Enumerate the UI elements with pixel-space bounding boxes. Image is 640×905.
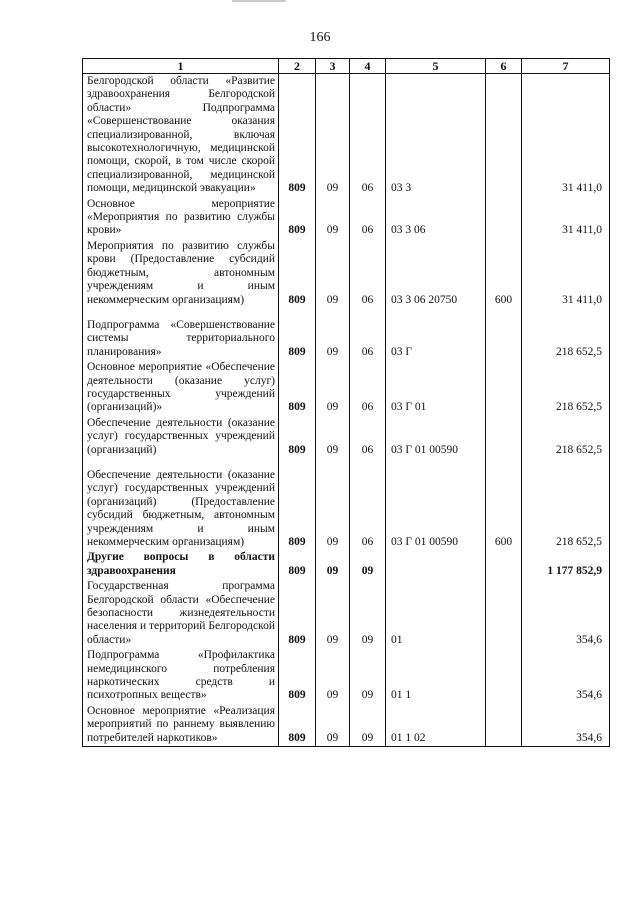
row-target-code: 03 3 [386,74,486,197]
page-number: 166 [309,30,331,45]
row-ministry-code: 809 [279,318,316,360]
row-subsection-code: 09 [350,648,386,704]
table-row [83,360,610,416]
row-target-code: 03 3 06 [386,197,486,239]
row-section-code: 09 [316,74,350,197]
row-section-code: 09 [316,197,350,239]
spacer-cell [279,308,316,318]
row-target-code [386,550,486,579]
scan-mark [258,0,286,2]
spacer-cell [486,308,522,318]
header-col-3: 3 [316,59,350,74]
row-name: Белгородской области «Развитие здравоохранения Белгородской области» Подпрограмма «Совершенствование оказания специализированной, включая высокотехнологичную, медицинской помощи, скорой, в том числе скорой специализированной, медицинской помощи, медицинской эвакуации» [83,74,279,197]
row-name: Основное мероприятие «Реализация мероприятий по раннему выявлению потребителей наркотиков» [83,704,279,747]
table-header [83,59,610,74]
row-expense-type [486,648,522,704]
budget-table [82,58,610,747]
row-ministry-code: 809 [279,579,316,648]
row-amount: 31 411,0 [522,74,610,197]
row-ministry-code: 809 [279,74,316,197]
spacer-cell [350,458,386,468]
row-name: Другие вопросы в области здравоохранения [83,550,279,579]
row-amount: 218 652,5 [522,468,610,550]
row-expense-type: 600 [486,239,522,308]
row-section-code: 09 [316,416,350,458]
row-expense-type [486,416,522,458]
row-target-code: 01 1 [386,648,486,704]
row-subsection-code: 06 [350,197,386,239]
table-body [83,74,610,747]
row-expense-type [486,318,522,360]
row-section-code: 09 [316,318,350,360]
table-row [83,579,610,648]
row-subsection-code: 06 [350,74,386,197]
spacer-cell [316,458,350,468]
row-amount: 218 652,5 [522,416,610,458]
row-expense-type [486,74,522,197]
row-amount: 31 411,0 [522,239,610,308]
row-section-code: 09 [316,704,350,747]
row-target-code: 03 Г 01 00590 [386,416,486,458]
spacer-cell [386,458,486,468]
header-col-6: 6 [486,59,522,74]
table-row [83,704,610,747]
row-expense-type [486,197,522,239]
row-target-code: 01 1 02 [386,704,486,747]
header-row [83,59,610,74]
row-ministry-code: 809 [279,416,316,458]
spacer-row [83,458,610,468]
spacer-cell [386,308,486,318]
row-name: Подпрограмма «Профилактика немедицинского потребления наркотических средств и психотропных веществ» [83,648,279,704]
spacer-cell [522,458,610,468]
row-section-code: 09 [316,468,350,550]
row-name: Мероприятия по развитию службы крови (Предоставление субсидий бюджетным, автономным учреждениям и иным некоммерческим организациям) [83,239,279,308]
table-row [83,550,610,579]
row-ministry-code: 809 [279,468,316,550]
table-row [83,74,610,197]
row-name: Подпрограмма «Совершенствование системы территориального планирования» [83,318,279,360]
header-col-1: 1 [83,59,279,74]
header-col-5: 5 [386,59,486,74]
row-ministry-code: 809 [279,704,316,747]
row-expense-type [486,360,522,416]
row-amount: 31 411,0 [522,197,610,239]
row-amount: 218 652,5 [522,318,610,360]
row-section-code: 09 [316,579,350,648]
spacer-cell [522,308,610,318]
header-col-4: 4 [350,59,386,74]
row-subsection-code: 06 [350,468,386,550]
spacer-cell [83,458,279,468]
row-ministry-code: 809 [279,550,316,579]
row-amount: 218 652,5 [522,360,610,416]
spacer-cell [83,308,279,318]
row-expense-type: 600 [486,468,522,550]
table-row [83,318,610,360]
row-ministry-code: 809 [279,360,316,416]
row-target-code: 03 3 06 20750 [386,239,486,308]
header-col-7: 7 [522,59,610,74]
row-subsection-code: 06 [350,416,386,458]
row-name: Государственная программа Белгородской области «Обеспечение безопасности жизнедеятельности населения и территорий Белгородской области» [83,579,279,648]
row-subsection-code: 06 [350,318,386,360]
row-name: Обеспечение деятельности (оказание услуг) государственных учреждений (организаций) [83,416,279,458]
table-row [83,648,610,704]
table-row [83,197,610,239]
row-section-code: 09 [316,239,350,308]
row-subsection-code: 09 [350,579,386,648]
row-name: Обеспечение деятельности (оказание услуг) государственных учреждений (организаций) (Предоставление субсидий бюджетным, автономным учреждениям и иным некоммерческим организациям) [83,468,279,550]
row-name: Основное мероприятие «Обеспечение деятельности (оказание услуг) государственных учреждений (организаций)» [83,360,279,416]
row-target-code: 03 Г [386,318,486,360]
spacer-cell [486,458,522,468]
row-subsection-code: 09 [350,704,386,747]
row-subsection-code: 09 [350,550,386,579]
row-ministry-code: 809 [279,239,316,308]
row-subsection-code: 06 [350,360,386,416]
row-expense-type [486,704,522,747]
row-expense-type [486,550,522,579]
budget-table-container [82,58,609,747]
table-row [83,468,610,550]
row-section-code: 09 [316,550,350,579]
row-target-code: 01 [386,579,486,648]
row-amount: 354,6 [522,579,610,648]
row-name: Основное мероприятие «Мероприятия по развитию службы крови» [83,197,279,239]
spacer-cell [350,308,386,318]
spacer-cell [316,308,350,318]
row-target-code: 03 Г 01 00590 [386,468,486,550]
row-expense-type [486,579,522,648]
spacer-cell [279,458,316,468]
row-subsection-code: 06 [350,239,386,308]
row-amount: 1 177 852,9 [522,550,610,579]
spacer-row [83,308,610,318]
row-ministry-code: 809 [279,197,316,239]
row-amount: 354,6 [522,648,610,704]
row-section-code: 09 [316,648,350,704]
header-col-2: 2 [279,59,316,74]
table-row [83,416,610,458]
row-section-code: 09 [316,360,350,416]
row-amount: 354,6 [522,704,610,747]
table-row [83,239,610,308]
row-ministry-code: 809 [279,648,316,704]
row-target-code: 03 Г 01 [386,360,486,416]
